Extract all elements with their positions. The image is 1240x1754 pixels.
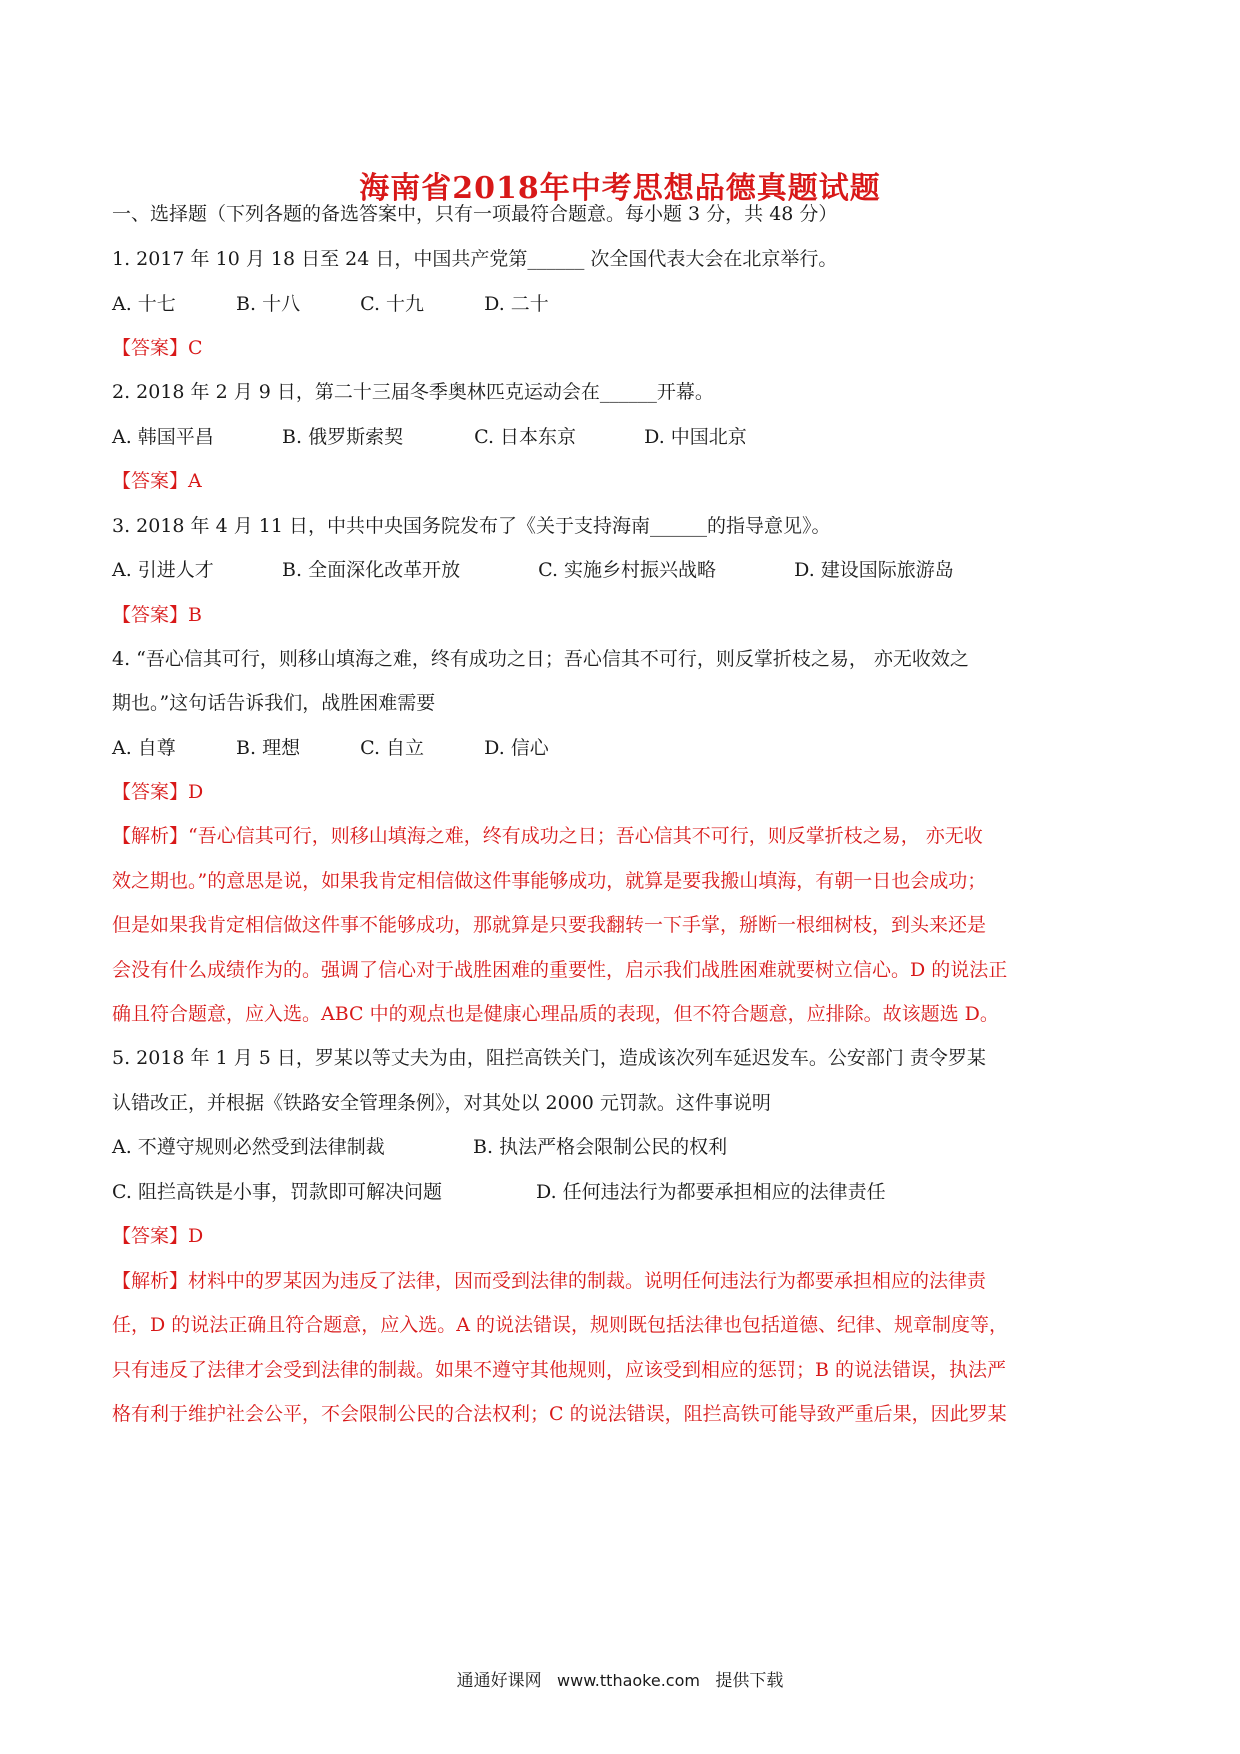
answer-prefix: 【答案】: [112, 781, 189, 803]
answer-prefix: 【答案】: [112, 470, 189, 492]
question-5-analysis-line-2: 任，D 的说法正确且符合题意，应入选。A 的说法错误，规则既包括法律也包括道德、纪律、规章制度等，: [112, 1314, 1009, 1336]
question-1-stem: 1. 2017 年 10 月 18 日至 24 日，中国共产党第______ 次全国代表大会在北京举行。: [112, 248, 838, 270]
option-d: D. 任何违法行为都要承担相应的法律责任: [536, 1181, 886, 1203]
option-c: C. 自立: [360, 737, 425, 759]
option-b: B. 十八: [236, 293, 301, 315]
answer-letter: A: [188, 470, 202, 492]
page-title: 海南省2018年中考思想品德真题试题: [359, 171, 881, 206]
footer-site-name: 通通好课网: [456, 1671, 542, 1691]
option-b: B. 俄罗斯索契: [282, 426, 404, 448]
option-b: B. 全面深化改革开放: [282, 559, 461, 581]
question-5-options-row-2: [112, 1178, 1128, 1206]
answer-letter: B: [188, 604, 202, 626]
question-2-options: [112, 423, 1128, 451]
footer: [0, 1666, 1240, 1691]
question-5-analysis-line-3: 只有违反了法律才会受到法律的制裁。如果不遵守其他规则，应该受到相应的惩罚；B 的说法错误，执法严: [112, 1359, 1007, 1381]
answer-prefix: 【答案】: [112, 337, 189, 359]
option-a: A. 十七: [112, 293, 176, 315]
option-d: D. 建设国际旅游岛: [794, 559, 954, 581]
question-4-analysis-line-3: 但是如果我肯定相信做这件事不能够成功，那就算是只要我翻转一下手掌，掰断一根细树枝，到头来还是: [112, 914, 987, 936]
section-heading: 一、选择题（下列各题的备选答案中，只有一项最符合题意。每小题 3 分，共 48 分）: [112, 203, 838, 225]
question-3-stem: 3. 2018 年 4 月 11 日，中共中央国务院发布了《关于支持海南______的指导意见》。: [112, 515, 831, 537]
answer-letter: D: [188, 1225, 204, 1247]
option-c: C. 阻拦高铁是小事，罚款即可解决问题: [112, 1181, 442, 1203]
option-b: B. 执法严格会限制公民的权利: [473, 1136, 728, 1158]
question-5-analysis-line-1: [112, 1267, 1128, 1295]
answer-letter: C: [188, 337, 203, 359]
question-4-analysis-line-1: [112, 822, 1128, 850]
option-a: A. 引进人才: [112, 559, 214, 581]
option-d: D. 信心: [484, 737, 549, 759]
option-d: D. 中国北京: [644, 426, 747, 448]
analysis-text: “吾心信其可行，则移山填海之难，终有成功之日；吾心信其不可行，则反掌折枝之易， 亦无收: [188, 825, 983, 847]
question-1-answer: [112, 334, 1128, 362]
question-4-analysis-line-2: 效之期也。”的意思是说，如果我肯定相信做这件事能够成功，就算是要我搬山填海，有朝一日也会成功；: [112, 870, 987, 892]
option-b: B. 理想: [236, 737, 301, 759]
analysis-prefix: 【解析】: [112, 825, 189, 847]
question-5-answer: [112, 1222, 1128, 1250]
question-5-analysis-line-4: 格有利于维护社会公平，不会限制公民的合法权利；C 的说法错误，阻拦高铁可能导致严重后果，因此罗某: [112, 1403, 1007, 1425]
question-1-options: [112, 290, 1128, 318]
option-c: C. 日本东京: [474, 426, 577, 448]
question-4-stem-line-2: 期也。”这句话告诉我们，战胜困难需要: [112, 692, 436, 714]
question-5-options-row-1: [112, 1133, 1128, 1161]
answer-prefix: 【答案】: [112, 1225, 189, 1247]
question-2-answer: [112, 467, 1128, 495]
question-4-analysis-line-4: 会没有什么成绩作为的。强调了信心对于战胜困难的重要性，启示我们战胜困难就要树立信心。D 的说法正: [112, 959, 1008, 981]
option-a: A. 自尊: [112, 737, 176, 759]
analysis-prefix: 【解析】: [112, 1270, 189, 1292]
question-5-stem-line-1: 5. 2018 年 1 月 5 日，罗某以等丈夫为由，阻拦高铁关门，造成该次列车延迟发车。公安部门 责令罗某: [112, 1047, 986, 1069]
analysis-text: 材料中的罗某因为违反了法律，因而受到法律的制裁。说明任何违法行为都要承担相应的法律责: [188, 1270, 987, 1292]
answer-letter: D: [188, 781, 204, 803]
option-a: A. 韩国平昌: [112, 426, 214, 448]
question-5-stem-line-2: 认错改正，并根据《铁路安全管理条例》，对其处以 2000 元罚款。这件事说明: [112, 1092, 771, 1114]
question-2-stem: 2. 2018 年 2 月 9 日，第二十三届冬季奥林匹克运动会在______开幕。: [112, 381, 714, 403]
footer-suffix: 提供下载: [715, 1671, 784, 1691]
question-3-options: [112, 556, 1128, 584]
question-4-options: [112, 734, 1128, 762]
option-c: C. 十九: [360, 293, 425, 315]
option-d: D. 二十: [484, 293, 549, 315]
answer-prefix: 【答案】: [112, 604, 189, 626]
question-4-stem-line-1: 4. “吾心信其可行，则移山填海之难，终有成功之日；吾心信其不可行，则反掌折枝之易， 亦无收效之: [112, 648, 969, 670]
option-c: C. 实施乡村振兴战略: [538, 559, 717, 581]
question-4-analysis-line-5: 确且符合题意，应入选。ABC 中的观点也是健康心理品质的表现，但不符合题意，应排除。故该题选 D。: [112, 1003, 999, 1025]
option-a: A. 不遵守规则必然受到法律制裁: [112, 1136, 385, 1158]
question-3-answer: [112, 601, 1128, 629]
question-4-answer: [112, 778, 1128, 806]
footer-url[interactable]: www.tthaoke.com: [557, 1671, 700, 1690]
